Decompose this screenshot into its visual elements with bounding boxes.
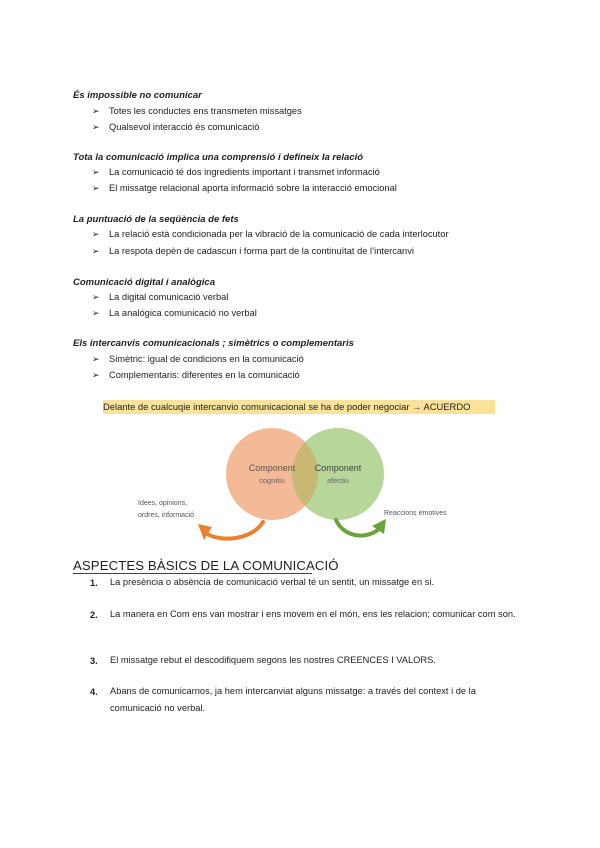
numbered-item-text: El missatge rebut el descodifiquem segons les nostres CREENCES I VALORS. [110,655,436,665]
section-title: Comunicació digital i analògica [73,277,215,288]
list-item: ➢ Simètric: igual de condicions en la comunicació [92,354,304,364]
list-item: ➢ Qualsevol interacció és comunicació [92,122,260,132]
list-number: 2. [90,610,98,620]
numbered-item-text: La manera en Com ens van mostrar i ens movem en el món, ens les relacion; comunicar com son. [110,609,516,619]
list-item: ➢ La relació està condicionada per la vibració de la comunicació de cada interlocutor [92,229,449,239]
list-item: ➢ La analógica comunicació no verbal [92,308,257,318]
list-item: ➢ Totes les conductes ens transmeten missatges [92,106,302,116]
section-heading: ASPECTES BÀSICS DE LA COMUNICACIÓ [73,558,339,573]
arrow-bullet-icon: ➢ [92,106,100,116]
section-title: La puntuació de la seqüència de fets [73,214,239,225]
right-circle-line2: afectiu [326,476,350,485]
arrow-bullet-icon: ➢ [92,229,100,239]
list-item: ➢ El missatge relacional aporta informació sobre la interacció emocional [92,183,397,193]
left-note-line2: ordres, informació [138,512,195,519]
left-curved-arrow [206,522,263,539]
highlighted-note: Delante de cualcuqie intercanvio comunicacional se ha de poder negociar → ACUERDO [103,400,495,414]
section-title: És impossible no comunicar [73,90,202,101]
arrow-bullet-icon: ➢ [92,354,100,364]
section-title: Tota la comunicació implica una comprensió i defineix la relació [73,152,364,163]
list-item: ➢ La comunicació té dos ingredients important i transmet informació [92,167,380,177]
arrow-bullet-icon: ➢ [92,122,100,132]
numbered-item-text: Abans de comunicarnos, ja hem intercanviat alguns missatge: a través del context i de la comunicació no verbal. [110,686,476,713]
left-note-line1: Idees, opinions, [138,500,188,507]
arrow-bullet-icon: ➢ [92,246,100,256]
arrow-bullet-icon: ➢ [92,167,100,177]
numbered-item-text: La presència o absència de comunicació verbal té un sentit, un missatge en si. [110,577,435,587]
arrow-bullet-icon: ➢ [92,183,100,193]
list-item: ➢ La respota depèn de cadascun i forma part de la continuïtat de l’intercanvi [92,246,414,256]
left-circle-line1: Component [248,463,296,473]
right-curved-arrow [336,520,380,536]
arrow-bullet-icon: ➢ [92,292,100,302]
left-circle-line2: cognitiu [259,476,285,485]
list-item: ➢ Complementaris: diferentes en la comunicació [92,370,300,380]
arrow-bullet-icon: ➢ [92,370,100,380]
section-title: Els intercanvis comunicacionals ; simètrics o complementaris [73,338,354,349]
right-circle-line1: Component [314,463,362,473]
list-number: 3. [90,656,98,666]
list-item: ➢ La digital comunicació verbal [92,292,229,302]
left-arrowhead-icon [198,524,212,540]
right-note: Reaccions emotives [384,510,447,517]
arrow-bullet-icon: ➢ [92,308,100,318]
list-number: 1. [90,578,98,588]
list-number: 4. [90,687,98,697]
